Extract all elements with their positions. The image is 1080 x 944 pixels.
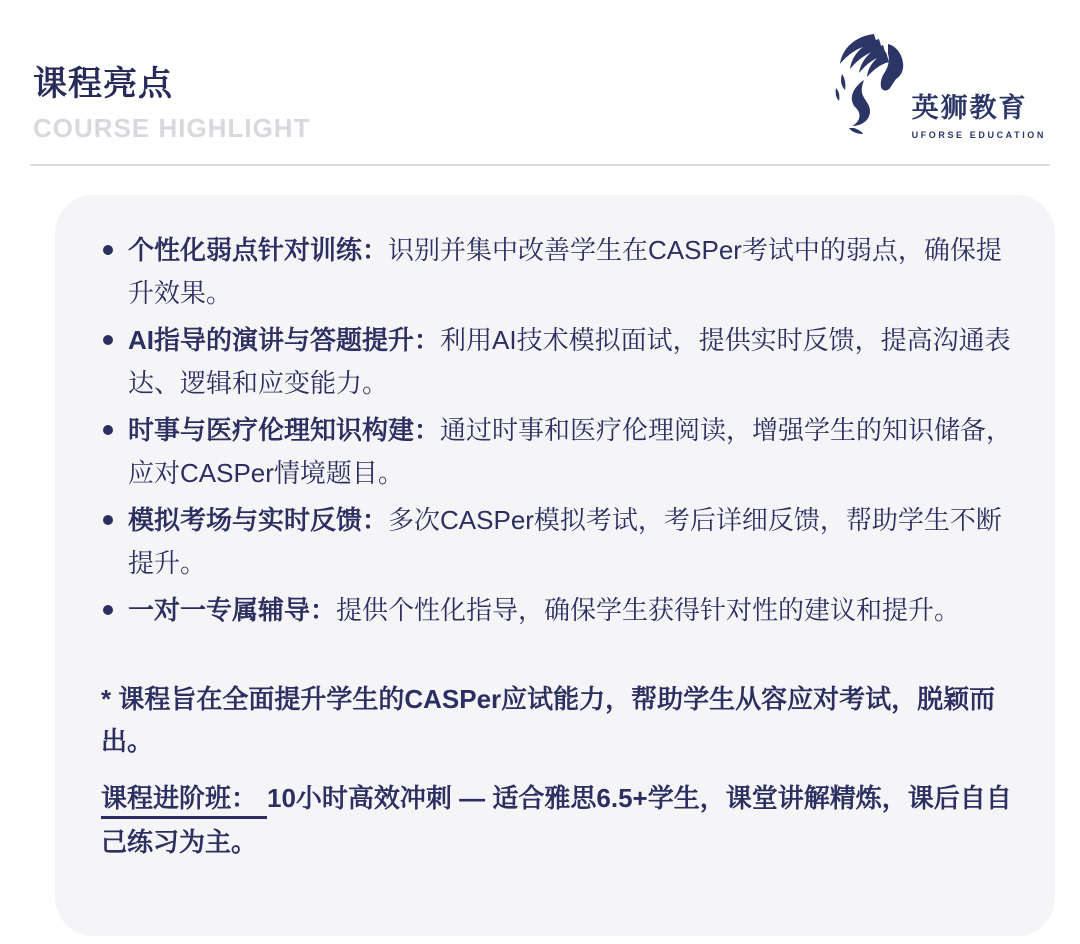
brand-name-en: UFORSE EDUCATION [911, 130, 1046, 140]
highlight-desc: 提供个性化指导，确保学生获得针对性的建议和提升。 [336, 595, 961, 625]
bullet-icon [103, 515, 113, 525]
highlight-title: 一对一专属辅导： [128, 595, 337, 625]
brand-logo [830, 30, 1046, 140]
highlight-item [101, 409, 1013, 495]
lion-icon [830, 30, 908, 134]
highlight-title: 模拟考场与实时反馈： [128, 505, 389, 535]
highlights-card [55, 195, 1055, 936]
course-summary-note: * 课程旨在全面提升学生的CASPer应试能力，帮助学生从容应对考试，脱颖而出。 [101, 684, 996, 756]
highlight-list [101, 229, 1013, 632]
highlight-item [101, 589, 1013, 632]
brand-name-cn: 英狮教育 [911, 93, 1028, 123]
highlight-title: AI指导的演讲与答题提升： [128, 325, 441, 355]
page-title-en: COURSE HIGHLIGHT [33, 113, 311, 143]
bullet-icon [103, 605, 113, 615]
bullet-icon [103, 245, 113, 255]
highlight-desc: 通过时事和医疗伦理阅读，增强学生的知识储备，应对CASPer情境题目。 [128, 415, 1013, 488]
highlight-item [101, 319, 1013, 405]
header-divider [30, 164, 1050, 166]
bullet-icon [103, 425, 113, 435]
bullet-icon [103, 335, 113, 345]
highlight-title: 个性化弱点针对训练： [128, 235, 389, 265]
highlight-item [101, 229, 1013, 315]
highlight-desc: 利用AI技术模拟面试，提供实时反馈，提高沟通表达、逻辑和应变能力。 [128, 325, 1011, 398]
highlight-desc: 多次CASPer模拟考试，考后详细反馈，帮助学生不断提升。 [128, 505, 1002, 578]
advanced-class-desc: 10小时高效冲刺 — 适合雅思6.5+学生，课堂讲解精炼，课后自自己练习为主。 [101, 783, 1012, 857]
highlight-desc: 识别并集中改善学生在CASPer考试中的弱点，确保提升效果。 [128, 235, 1002, 308]
page-title-cn: 课程亮点 [33, 65, 173, 103]
brand-logo-text [912, 86, 1046, 140]
advanced-class-label: 课程进阶班： [101, 783, 267, 819]
page-title-block [33, 56, 310, 144]
highlight-title: 时事与医疗伦理知识构建： [128, 415, 441, 445]
highlight-item [101, 499, 1013, 585]
advanced-class-note [101, 776, 1013, 864]
